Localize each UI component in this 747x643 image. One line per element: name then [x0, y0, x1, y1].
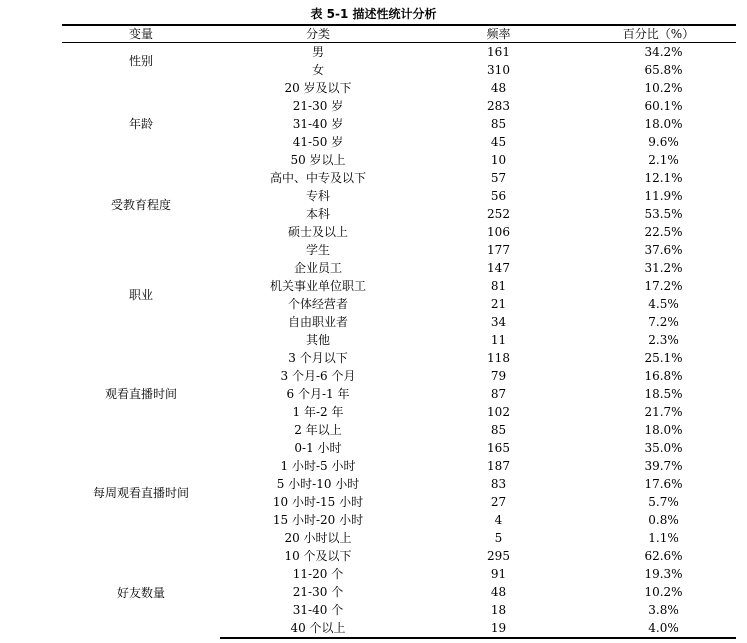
percent-cell: 39.7% — [644, 459, 683, 473]
category-cell: 6 个月-1 年 — [286, 387, 350, 401]
frequency-cell: 81 — [490, 279, 507, 293]
category-cell: 硕士及以上 — [287, 225, 348, 239]
percent-cell: 37.6% — [644, 243, 683, 257]
descriptive-stats-table — [62, 24, 736, 639]
category-cell: 20 岁及以下 — [284, 81, 352, 95]
category-cell: 个体经营者 — [287, 297, 348, 311]
frequency-cell: 310 — [487, 63, 510, 77]
category-cell: 40 个以上 — [220, 619, 416, 638]
table-row — [62, 43, 736, 62]
category-cell: 10 个及以下 — [284, 549, 352, 563]
frequency-cell: 295 — [487, 549, 510, 563]
percent-cell: 35.0% — [644, 441, 683, 455]
percent-cell: 18.0% — [644, 117, 683, 131]
frequency-cell: 79 — [490, 369, 507, 383]
percent-cell: 65.8% — [644, 63, 683, 77]
frequency-cell: 85 — [490, 423, 507, 437]
category-cell: 21-30 个 — [292, 585, 344, 599]
category-cell: 学生 — [305, 243, 330, 257]
frequency-cell: 102 — [487, 405, 510, 419]
header-frequency: 频率 — [416, 25, 581, 43]
variable-cell: 观看直播时间 — [104, 387, 177, 401]
category-cell: 高中、中专及以下 — [269, 171, 366, 185]
percent-cell: 19.3% — [644, 567, 683, 581]
percent-cell: 62.6% — [644, 549, 683, 563]
category-cell: 其他 — [305, 333, 330, 347]
percent-cell: 17.6% — [644, 477, 683, 491]
category-cell: 15 小时-20 小时 — [272, 513, 364, 527]
frequency-cell: 48 — [490, 585, 507, 599]
category-cell: 0-1 小时 — [294, 441, 342, 455]
variable-cell: 性别 — [128, 54, 153, 68]
percent-cell: 5.7% — [648, 495, 679, 509]
frequency-cell: 57 — [490, 171, 507, 185]
category-cell: 女 — [311, 63, 324, 77]
table-row — [62, 439, 736, 457]
category-cell: 专科 — [305, 189, 330, 203]
frequency-cell: 161 — [487, 45, 510, 59]
frequency-cell: 165 — [487, 441, 510, 455]
percent-cell: 7.2% — [648, 315, 679, 329]
frequency-cell: 252 — [487, 207, 510, 221]
category-cell: 2 年以上 — [294, 423, 342, 437]
frequency-cell: 283 — [487, 99, 510, 113]
frequency-cell: 45 — [490, 135, 507, 149]
percent-cell: 9.6% — [648, 135, 679, 149]
table-row — [62, 169, 736, 187]
header-variable: 变量 — [62, 25, 220, 43]
percent-cell: 4.0% — [581, 619, 736, 638]
frequency-cell: 4 — [494, 513, 503, 527]
percent-cell: 10.2% — [644, 585, 683, 599]
table-caption: 表 5-1 描述性统计分析 — [310, 7, 437, 21]
frequency-cell: 106 — [487, 225, 510, 239]
frequency-cell: 10 — [490, 153, 507, 167]
category-cell: 21-30 岁 — [292, 99, 344, 113]
percent-cell: 18.5% — [644, 387, 683, 401]
table-row — [62, 349, 736, 367]
category-cell: 机关事业单位职工 — [269, 279, 366, 293]
percent-cell: 22.5% — [644, 225, 683, 239]
category-cell: 31-40 个 — [292, 603, 344, 617]
category-cell: 1 小时-5 小时 — [280, 459, 356, 473]
frequency-cell: 91 — [490, 567, 507, 581]
frequency-cell: 187 — [487, 459, 510, 473]
header-category: 分类 — [220, 25, 416, 43]
percent-cell: 16.8% — [644, 369, 683, 383]
category-cell: 11-20 个 — [292, 567, 344, 581]
category-cell: 5 小时-10 小时 — [276, 477, 360, 491]
percent-cell: 0.8% — [648, 513, 679, 527]
category-cell: 企业员工 — [293, 261, 342, 275]
frequency-cell: 147 — [487, 261, 510, 275]
percent-cell: 31.2% — [644, 261, 683, 275]
percent-cell: 3.8% — [648, 603, 679, 617]
frequency-cell: 56 — [490, 189, 507, 203]
category-cell: 1 年-2 年 — [292, 405, 344, 419]
category-cell: 41-50 岁 — [292, 135, 344, 149]
frequency-cell: 83 — [490, 477, 507, 491]
percent-cell: 2.1% — [648, 153, 679, 167]
table-header — [62, 25, 736, 43]
header-percent: 百分比（%） — [581, 25, 736, 43]
frequency-cell: 21 — [490, 297, 507, 311]
percent-cell: 53.5% — [644, 207, 683, 221]
frequency-cell: 87 — [490, 387, 507, 401]
category-cell: 自由职业者 — [287, 315, 348, 329]
variable-cell: 受教育程度 — [110, 198, 171, 212]
frequency-cell: 177 — [487, 243, 510, 257]
category-cell: 男 — [311, 45, 324, 59]
frequency-cell: 18 — [490, 603, 507, 617]
variable-cell: 职业 — [128, 288, 153, 302]
percent-cell: 17.2% — [644, 279, 683, 293]
percent-cell: 4.5% — [648, 297, 679, 311]
frequency-cell: 19 — [416, 619, 581, 638]
frequency-cell: 85 — [490, 117, 507, 131]
table-row — [62, 79, 736, 97]
table-body — [62, 43, 736, 639]
frequency-cell: 48 — [490, 81, 507, 95]
percent-cell: 1.1% — [648, 531, 679, 545]
percent-cell: 21.7% — [644, 405, 683, 419]
percent-cell: 10.2% — [644, 81, 683, 95]
percent-cell: 2.3% — [648, 333, 679, 347]
variable-cell: 好友数量 — [116, 585, 165, 600]
frequency-cell: 5 — [494, 531, 503, 545]
frequency-cell: 118 — [487, 351, 510, 365]
table-row — [62, 241, 736, 259]
table-row — [62, 547, 736, 565]
percent-cell: 25.1% — [644, 351, 683, 365]
category-cell: 50 岁以上 — [290, 153, 346, 167]
percent-cell: 11.9% — [644, 189, 683, 203]
frequency-cell: 34 — [490, 315, 507, 329]
variable-cell: 每周观看直播时间 — [92, 486, 189, 500]
variable-cell: 年龄 — [128, 117, 153, 131]
category-cell: 3 个月-6 个月 — [280, 369, 356, 383]
category-cell: 31-40 岁 — [292, 117, 344, 131]
percent-cell: 34.2% — [644, 45, 683, 59]
category-cell: 20 小时以上 — [284, 531, 352, 545]
percent-cell: 18.0% — [644, 423, 683, 437]
category-cell: 10 小时-15 小时 — [272, 495, 364, 509]
percent-cell: 60.1% — [644, 99, 683, 113]
category-cell: 3 个月以下 — [288, 351, 348, 365]
frequency-cell: 11 — [490, 333, 507, 347]
frequency-cell: 27 — [490, 495, 507, 509]
percent-cell: 12.1% — [644, 171, 683, 185]
category-cell: 本科 — [305, 207, 330, 221]
